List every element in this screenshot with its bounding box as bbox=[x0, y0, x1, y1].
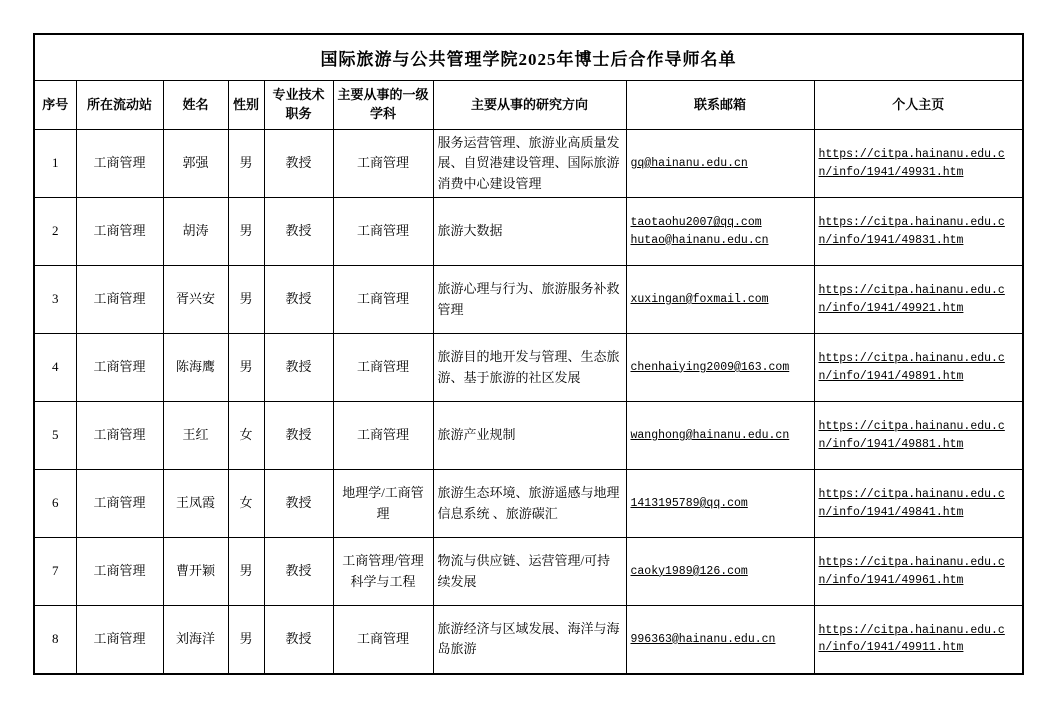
cell-discipline: 工商管理 bbox=[333, 198, 433, 266]
cell-title: 教授 bbox=[264, 538, 333, 606]
homepage-link[interactable]: https://citpa.hainanu.edu.cn/info/1941/49891.htm bbox=[818, 352, 1005, 383]
cell-no: 2 bbox=[34, 198, 76, 266]
email-link[interactable]: wanghong@hainanu.edu.cn bbox=[630, 428, 790, 442]
cell-email bbox=[626, 538, 814, 606]
cell-name: 王凤霞 bbox=[163, 470, 228, 538]
homepage-link[interactable]: https://citpa.hainanu.edu.cn/info/1941/49911.htm bbox=[818, 624, 1005, 655]
column-header: 性别 bbox=[228, 81, 264, 130]
cell-homepage bbox=[814, 334, 1023, 402]
email-link[interactable]: chenhaiying2009@163.com bbox=[630, 360, 790, 374]
email-link[interactable]: taotaohu2007@qq.com bbox=[630, 216, 762, 230]
cell-homepage bbox=[814, 198, 1023, 266]
cell-homepage bbox=[814, 130, 1023, 198]
cell-research: 旅游目的地开发与管理、生态旅游、基于旅游的社区发展 bbox=[433, 334, 626, 402]
cell-gender: 男 bbox=[228, 538, 264, 606]
homepage-link[interactable]: https://citpa.hainanu.edu.cn/info/1941/49931.htm bbox=[818, 148, 1005, 179]
cell-no: 1 bbox=[34, 130, 76, 198]
cell-no: 4 bbox=[34, 334, 76, 402]
cell-name: 胥兴安 bbox=[163, 266, 228, 334]
column-header: 序号 bbox=[34, 81, 76, 130]
cell-email bbox=[626, 402, 814, 470]
cell-no: 8 bbox=[34, 606, 76, 674]
cell-discipline: 工商管理 bbox=[333, 606, 433, 674]
table-row bbox=[34, 402, 1023, 470]
column-header: 主要从事的一级学科 bbox=[333, 81, 433, 130]
cell-station: 工商管理 bbox=[76, 402, 163, 470]
table-row bbox=[34, 198, 1023, 266]
homepage-link[interactable]: https://citpa.hainanu.edu.cn/info/1941/49961.htm bbox=[818, 556, 1005, 587]
cell-discipline: 工商管理 bbox=[333, 402, 433, 470]
table-row bbox=[34, 334, 1023, 402]
cell-title: 教授 bbox=[264, 334, 333, 402]
cell-name: 曹开颖 bbox=[163, 538, 228, 606]
cell-research: 旅游产业规制 bbox=[433, 402, 626, 470]
cell-gender: 男 bbox=[228, 130, 264, 198]
cell-name: 刘海洋 bbox=[163, 606, 228, 674]
cell-email bbox=[626, 130, 814, 198]
cell-gender: 男 bbox=[228, 266, 264, 334]
table-body bbox=[34, 130, 1023, 674]
email-link[interactable]: xuxingan@foxmail.com bbox=[630, 292, 769, 306]
cell-gender: 男 bbox=[228, 606, 264, 674]
table-row bbox=[34, 266, 1023, 334]
cell-discipline: 工商管理/管理科学与工程 bbox=[333, 538, 433, 606]
cell-no: 3 bbox=[34, 266, 76, 334]
cell-email bbox=[626, 334, 814, 402]
cell-research: 旅游经济与区域发展、海洋与海岛旅游 bbox=[433, 606, 626, 674]
cell-homepage bbox=[814, 470, 1023, 538]
cell-station: 工商管理 bbox=[76, 606, 163, 674]
cell-homepage bbox=[814, 606, 1023, 674]
cell-discipline: 地理学/工商管理 bbox=[333, 470, 433, 538]
email-link[interactable]: 996363@hainanu.edu.cn bbox=[630, 632, 776, 646]
cell-email bbox=[626, 606, 814, 674]
cell-research: 旅游大数据 bbox=[433, 198, 626, 266]
cell-research: 旅游生态环境、旅游遥感与地理信息系统 、旅游碳汇 bbox=[433, 470, 626, 538]
cell-discipline: 工商管理 bbox=[333, 266, 433, 334]
cell-station: 工商管理 bbox=[76, 334, 163, 402]
cell-no: 6 bbox=[34, 470, 76, 538]
cell-email bbox=[626, 198, 814, 266]
cell-discipline: 工商管理 bbox=[333, 130, 433, 198]
column-header: 个人主页 bbox=[814, 81, 1023, 130]
table-row bbox=[34, 606, 1023, 674]
homepage-link[interactable]: https://citpa.hainanu.edu.cn/info/1941/49921.htm bbox=[818, 284, 1005, 315]
mentor-table bbox=[33, 33, 1024, 675]
cell-research: 物流与供应链、运营管理/可持续发展 bbox=[433, 538, 626, 606]
cell-discipline: 工商管理 bbox=[333, 334, 433, 402]
cell-title: 教授 bbox=[264, 470, 333, 538]
cell-station: 工商管理 bbox=[76, 538, 163, 606]
cell-title: 教授 bbox=[264, 606, 333, 674]
cell-gender: 男 bbox=[228, 334, 264, 402]
cell-title: 教授 bbox=[264, 130, 333, 198]
cell-research: 服务运营管理、旅游业高质量发展、自贸港建设管理、国际旅游消费中心建设管理 bbox=[433, 130, 626, 198]
cell-no: 7 bbox=[34, 538, 76, 606]
homepage-link[interactable]: https://citpa.hainanu.edu.cn/info/1941/49881.htm bbox=[818, 420, 1005, 451]
cell-email bbox=[626, 470, 814, 538]
column-header: 专业技术职务 bbox=[264, 81, 333, 130]
cell-name: 陈海鹰 bbox=[163, 334, 228, 402]
table-row bbox=[34, 470, 1023, 538]
cell-title: 教授 bbox=[264, 198, 333, 266]
column-header: 姓名 bbox=[163, 81, 228, 130]
cell-station: 工商管理 bbox=[76, 198, 163, 266]
column-header: 主要从事的研究方向 bbox=[433, 81, 626, 130]
cell-title: 教授 bbox=[264, 266, 333, 334]
table-row bbox=[34, 130, 1023, 198]
cell-station: 工商管理 bbox=[76, 266, 163, 334]
cell-name: 胡涛 bbox=[163, 198, 228, 266]
cell-email bbox=[626, 266, 814, 334]
table-row bbox=[34, 538, 1023, 606]
email-link[interactable]: hutao@hainanu.edu.cn bbox=[630, 233, 769, 247]
title-row bbox=[34, 34, 1023, 81]
email-link[interactable]: 1413195789@qq.com bbox=[630, 496, 748, 510]
cell-gender: 女 bbox=[228, 402, 264, 470]
cell-homepage bbox=[814, 402, 1023, 470]
cell-name: 王红 bbox=[163, 402, 228, 470]
email-link[interactable]: gq@hainanu.edu.cn bbox=[630, 156, 748, 170]
cell-name: 郭强 bbox=[163, 130, 228, 198]
cell-gender: 男 bbox=[228, 198, 264, 266]
header-row bbox=[34, 81, 1023, 130]
cell-station: 工商管理 bbox=[76, 130, 163, 198]
column-header: 联系邮箱 bbox=[626, 81, 814, 130]
homepage-link[interactable]: https://citpa.hainanu.edu.cn/info/1941/49831.htm bbox=[818, 216, 1005, 247]
homepage-link[interactable]: https://citpa.hainanu.edu.cn/info/1941/49841.htm bbox=[818, 488, 1005, 519]
cell-homepage bbox=[814, 266, 1023, 334]
cell-no: 5 bbox=[34, 402, 76, 470]
email-link[interactable]: caoky1989@126.com bbox=[630, 564, 748, 578]
cell-homepage bbox=[814, 538, 1023, 606]
cell-title: 教授 bbox=[264, 402, 333, 470]
cell-gender: 女 bbox=[228, 470, 264, 538]
cell-research: 旅游心理与行为、旅游服务补救管理 bbox=[433, 266, 626, 334]
cell-station: 工商管理 bbox=[76, 470, 163, 538]
table-title: 国际旅游与公共管理学院2025年博士后合作导师名单 bbox=[34, 34, 1023, 81]
column-header: 所在流动站 bbox=[76, 81, 163, 130]
